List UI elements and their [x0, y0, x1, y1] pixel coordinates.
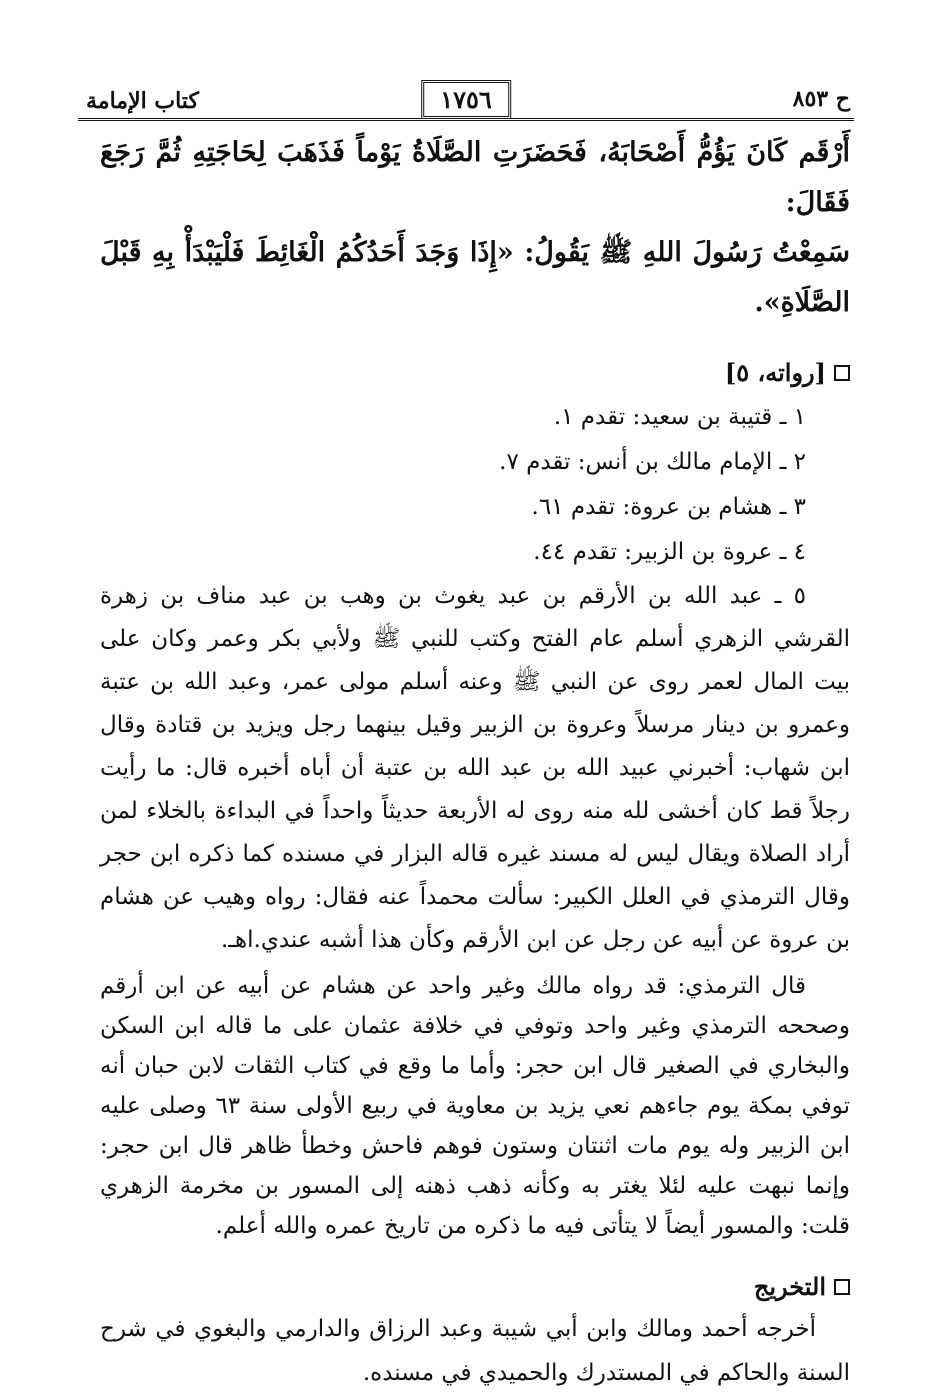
takhrij-text: أخرجه أحمد ومالك وابن أبي شيبة وعبد الرزاق والدارمي والبغوي في شرح السنة والحاكم في المستدرك والحميدي في مسنده.	[100, 1316, 850, 1386]
narrators-heading	[100, 358, 850, 387]
hadith-number: ح ٨٥٣	[792, 86, 850, 112]
hadith-line: أَرْقَم كَانَ يَؤُمُّ أَصْحَابَهُ، فَحَضَرَتِ الصَّلَاةُ يَوْماً فَذَهَبَ لِحَاجَتِهِ ثُمَّ رَجَعَ فَقَالَ:	[100, 137, 850, 218]
hadith-text	[100, 128, 850, 328]
page-number: ١٧٥٦	[421, 80, 511, 119]
narrator-item: ٣ ـ هشام بن عروة: تقدم ٦١.	[531, 494, 806, 520]
header-rule	[78, 118, 854, 121]
narrators-heading-label: [رواته، ٥]	[724, 358, 826, 387]
narrator-item: ٤ ـ عروة بن الزبير: تقدم ٤٤.	[533, 539, 806, 565]
narrator-5-bio: ٥ ـ عبد الله بن الأرقم بن عبد يغوث بن وهب بن عبد مناف بن زهرة القرشي الزهري أسلم عام الفتح وكتب للنبي ﷺ ولأبي بكر وعمر وكان على بيت المال لعمر روى عن النبي ﷺ وعنه أسلم مولى عمر، وعبد الله بن عتبة وعمرو بن دينار مرسلاً وعروة بن الزبير وقيل بينهما رجل ويزيد بن قتادة وقال ابن شهاب: أخبرني عبيد الله بن عبد الله بن عتبة أن أباه أخبره قال: ما رأيت رجلاً قط كان أخشى لله منه روى له الأربعة حديثاً واحداً في البداءة بالخلاء لمن أراد الصلاة ويقال ليس له مسند غيره قاله البزار في مسنده كما ذكره ابن حجر وقال الترمذي في العلل الكبير: سألت محمداً عنه فقال: رواه وهيب عن هشام بن عروة عن أبيه عن رجل عن ابن الأرقم وكأن هذا أشبه عندي.اهـ.	[100, 583, 850, 953]
narrator-item: ٢ ـ الإمام مالك بن أنس: تقدم ٧.	[499, 449, 806, 475]
square-bullet-icon	[834, 365, 850, 381]
page-body	[100, 128, 850, 1395]
takhrij-heading	[100, 1272, 850, 1301]
book-title: كتاب الإمامة	[86, 88, 199, 114]
square-bullet-icon	[834, 1279, 850, 1295]
tirmidhi-paragraph: قال الترمذي: قد رواه مالك وغير واحد عن هشام عن أبيه عن ابن أرقم وصححه الترمذي وغير واحد وتوفي في خلافة عثمان على ما قاله ابن السكن والبخاري في الصغير قال ابن حجر: وأما ما وقع في كتاب الثقات لابن حبان أنه توفي بمكة يوم جاءهم نعي يزيد بن معاوية في ربيع الأولى سنة ٦٣ وصلى عليه ابن الزبير وله يوم مات اثنتان وستون فوهم فاحش وخطأ ظاهر قال ابن حجر: وإنما نبهت عليه لئلا يغتر به وكأنه ذهب ذهنه إلى المسور بن مخرمة الزهري قلت: والمسور أيضاً لا يتأتى فيه ما ذكره من تاريخ عمره والله أعلم.	[100, 973, 850, 1239]
page-header	[78, 66, 854, 122]
takhrij-heading-label: التخريج	[753, 1272, 826, 1301]
hadith-line: سَمِعْتُ رَسُولَ اللهِ ﷺ يَقُولُ: «إِذَا وَجَدَ أَحَدُكُمُ الْغَائِطَ فَلْيَبْدَأْ بِهِ قَبْلَ الصَّلَاةِ».	[100, 237, 850, 318]
narrator-item: ١ ـ قتيبة بن سعيد: تقدم ١.	[553, 404, 806, 430]
